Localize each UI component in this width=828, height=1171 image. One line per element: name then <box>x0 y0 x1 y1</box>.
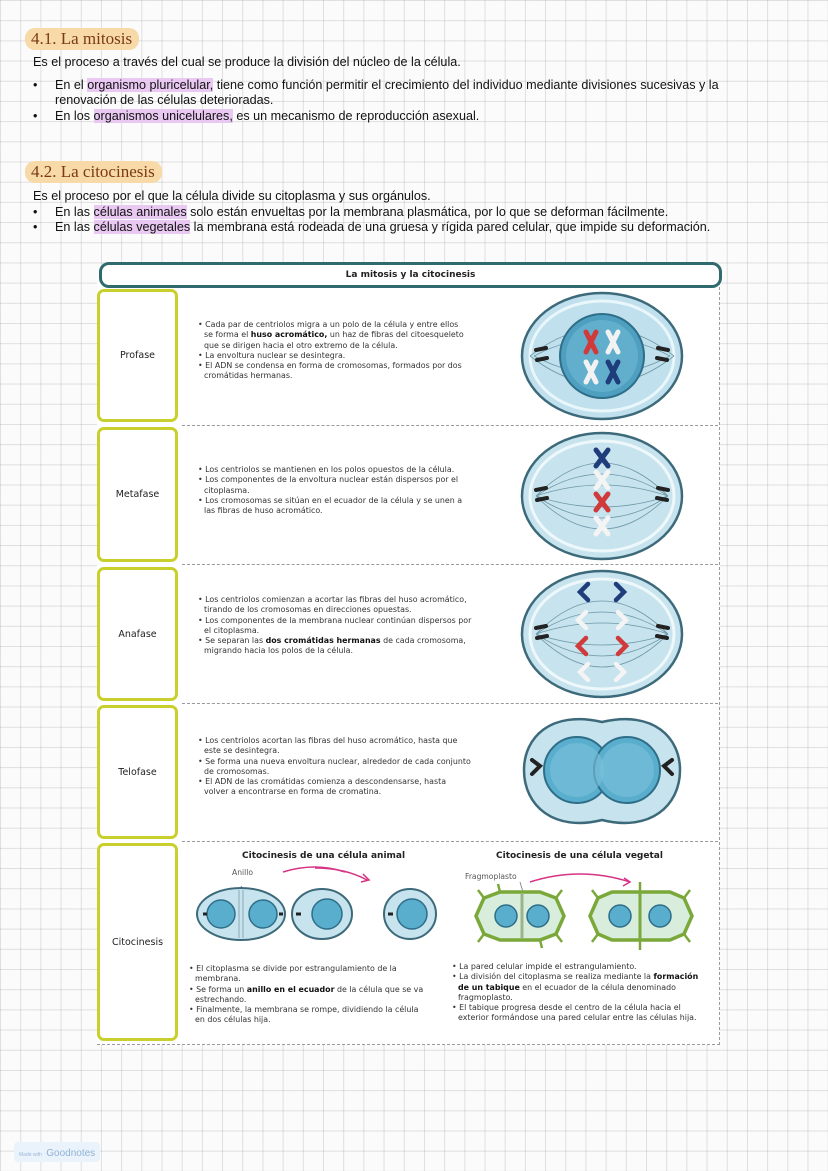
mitosis-bullet-2: • En los organismos unicelulares, es un mecanismo de reproducción asexual. <box>33 109 480 123</box>
phase-label-telofase: Telofase <box>97 705 178 839</box>
metafase-description: • Los centriolos se mantienen en los polos opuestos de la célula. • Los componentes de la envoltura nuclear están dispersos por el citoplasma. • Los cromosomas se sitúan en el ecuador de la célula y se unen a las fibras de huso acromático. <box>198 465 463 516</box>
citocinesis-intro: Es el proceso por el que la célula divide su citoplasma y sus orgánulos. <box>33 189 431 203</box>
cyto-animal-title: Citocinesis de una célula animal <box>242 851 406 861</box>
mitosis-intro: Es el proceso a través del cual se produce la división del núcleo de la célula. <box>33 55 461 69</box>
phase-label-citocinesis: Citocinesis <box>97 843 178 1041</box>
cyto-plant-description: • La pared celular impide el estrangulamiento. • La división del citoplasma se realiza mediante la formación de un tabique en el ecuador de la célula denominado fragmoplasto. • El tabique progresa desde el centro de la célula hacia el exterior formándose una pared celular entre las células hija. <box>452 962 699 1023</box>
telofase-cell-illustration <box>520 708 684 840</box>
citocinesis-bullet-1: • En las células animales solo están envueltas por la membrana plasmática, por lo que se deforman fácilmente. <box>33 205 669 219</box>
row-separator <box>182 841 718 842</box>
metafase-cell-illustration <box>520 430 684 562</box>
ring-label: Anillo <box>232 868 253 877</box>
cyto-plant-illustration <box>470 868 700 958</box>
cyto-plant-title: Citocinesis de una célula vegetal <box>496 851 663 861</box>
cyto-animal-illustration <box>195 860 440 956</box>
goodnotes-watermark: Made with Goodnotes <box>14 1142 100 1162</box>
mitosis-bullet-1: • En el organismo pluricelular, tiene como función permitir el crecimiento del individuo mediante divisiones sucesivas y la renovación de las células deterioradas. <box>33 78 719 107</box>
citocinesis-bullet-2: • En las células vegetales la membrana está rodeada de una gruesa y rígida pared celular, que impide su deformación. <box>33 220 711 234</box>
figure-header: La mitosis y la citocinesis <box>99 262 722 288</box>
row-separator <box>182 564 718 565</box>
cyto-animal-description: • El citoplasma se divide por estrangulamiento de la membrana. • Se forma un anillo en el ecuador de la célula que se va estrechando. • Finalmente, la membrana se rompe, dividiendo la célula en dos células hija. <box>189 964 424 1025</box>
phase-label-metafase: Metafase <box>97 427 178 562</box>
anafase-cell-illustration <box>520 568 684 700</box>
phase-label-anafase: Anafase <box>97 567 178 701</box>
profase-cell-illustration <box>520 290 684 422</box>
row-separator <box>182 425 718 426</box>
profase-description: • Cada par de centriolos migra a un polo de la célula y entre ellos se forma el huso acromático, un haz de fibras del citoesqueleto que se dirigen hacia el otro extremo de la célula. • La envoltura nuclear se desintegra. • El ADN se condensa en forma de cromosomas, formados por dos cromátidas hermanas. <box>198 320 464 381</box>
telofase-description: • Los centriolos acortan las fibras del huso acromático, hasta que este se desintegra. • Se forma una nueva envoltura nuclear, alrededor de cada conjunto de cromosomas. • El ADN de las cromátidas comienza a descondensarse, hasta volver a encontrarse en forma de cromatina. <box>198 736 471 797</box>
section-title-citocinesis: 4.2. La citocinesis <box>25 162 162 182</box>
section-title-mitosis: 4.1. La mitosis <box>25 29 139 49</box>
anafase-description: • Los centriolos comienzan a acortar las fibras del huso acromático, tirando de los cromosomas en direcciones opuestas. • Los componentes de la membrana nuclear continúan dispersos por el citoplasma. • Se separan las dos cromátidas hermanas de cada cromosoma, migrando hacia los polos de la célula. <box>198 595 472 656</box>
row-separator <box>182 703 718 704</box>
phase-label-profase: Profase <box>97 289 178 422</box>
fragmoplast-label: Fragmoplasto <box>465 872 517 881</box>
